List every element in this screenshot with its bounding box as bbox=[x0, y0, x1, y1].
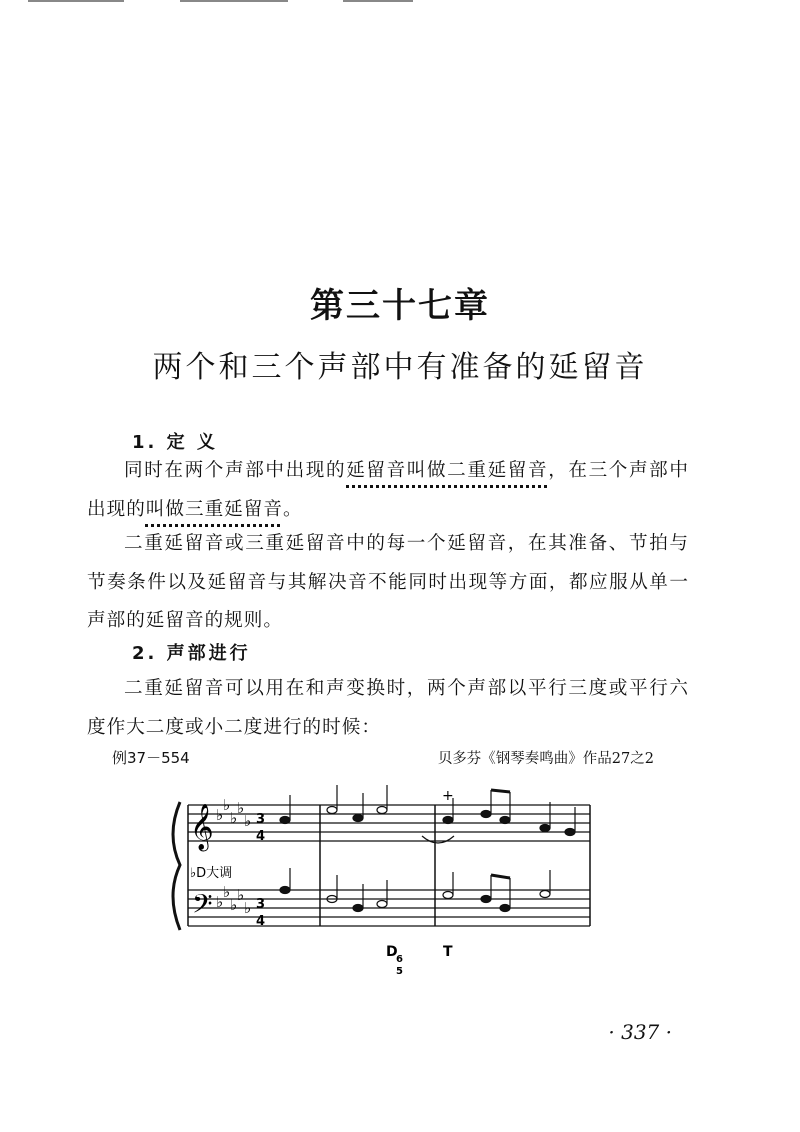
bass-clef-icon: 𝄢 bbox=[192, 888, 213, 926]
section-heading-definition: 1. 定 义 bbox=[132, 432, 218, 453]
para1-text-a: 同时在两个声部中出现的 bbox=[124, 460, 347, 481]
harmony-label-6: 6 bbox=[396, 954, 403, 965]
top-rule-right bbox=[343, 0, 413, 2]
grand-staff-brace bbox=[173, 802, 180, 930]
svg-text:♭: ♭ bbox=[230, 809, 238, 827]
time-signature-top-bass: 3 bbox=[256, 897, 266, 912]
paragraph-voice-leading: 二重延留音可以用在和声变换时，两个声部以平行三度或平行六度作大二度或小二度进行的时候： bbox=[87, 678, 689, 738]
key-signature-flats bbox=[216, 796, 251, 917]
ornament-mark: + bbox=[442, 788, 454, 804]
chapter-subtitle: 两个和三个声部中有准备的延留音 bbox=[152, 350, 648, 385]
para1-text-b: ，在三个声部中出现的 bbox=[87, 460, 689, 520]
top-rule-left bbox=[28, 0, 124, 2]
svg-text:♭: ♭ bbox=[216, 806, 224, 824]
chapter-title: 第三十七章 bbox=[310, 286, 490, 326]
key-label: ♭D大调 bbox=[190, 866, 233, 881]
music-score bbox=[160, 780, 600, 1010]
term-triple-suspension: 叫做三重延留音 bbox=[145, 498, 283, 520]
svg-text:♭: ♭ bbox=[237, 799, 245, 817]
time-signature-top: 3 bbox=[256, 812, 266, 827]
example-label: 例37－554 bbox=[112, 749, 190, 767]
svg-text:♭: ♭ bbox=[223, 796, 231, 814]
paragraph-rules: 二重延留音或三重延留音中的每一个延留音，在其准备、节拍与节奏条件以及延留音与其解决音不能同时出现等方面，都应服从单一声部的延留音的规则。 bbox=[87, 533, 689, 631]
top-rule-middle bbox=[180, 0, 288, 2]
para1-text-c: 。 bbox=[282, 498, 303, 520]
svg-text:♭: ♭ bbox=[244, 812, 252, 830]
treble-clef-icon: 𝄞 bbox=[190, 804, 214, 850]
term-double-suspension: 延留音叫做二重延留音 bbox=[346, 460, 549, 481]
section-heading-voice-leading: 2. 声部进行 bbox=[132, 643, 251, 664]
svg-text:♭: ♭ bbox=[216, 893, 224, 911]
page-number: · 337 · bbox=[608, 1020, 672, 1044]
paragraph-definition bbox=[87, 452, 689, 529]
svg-text:♭: ♭ bbox=[244, 899, 252, 917]
harmony-label-t: T bbox=[443, 944, 453, 960]
example-source: 贝多芬《钢琴奏鸣曲》作品27之2 bbox=[437, 751, 654, 767]
harmony-label-d: D bbox=[386, 944, 398, 960]
harmony-label-5: 5 bbox=[396, 966, 403, 977]
svg-text:♭: ♭ bbox=[237, 886, 245, 904]
svg-text:♭: ♭ bbox=[223, 883, 231, 901]
svg-text:♭: ♭ bbox=[230, 896, 238, 914]
time-signature-bottom-bass: 4 bbox=[256, 914, 266, 929]
time-signature-bottom: 4 bbox=[256, 829, 266, 844]
